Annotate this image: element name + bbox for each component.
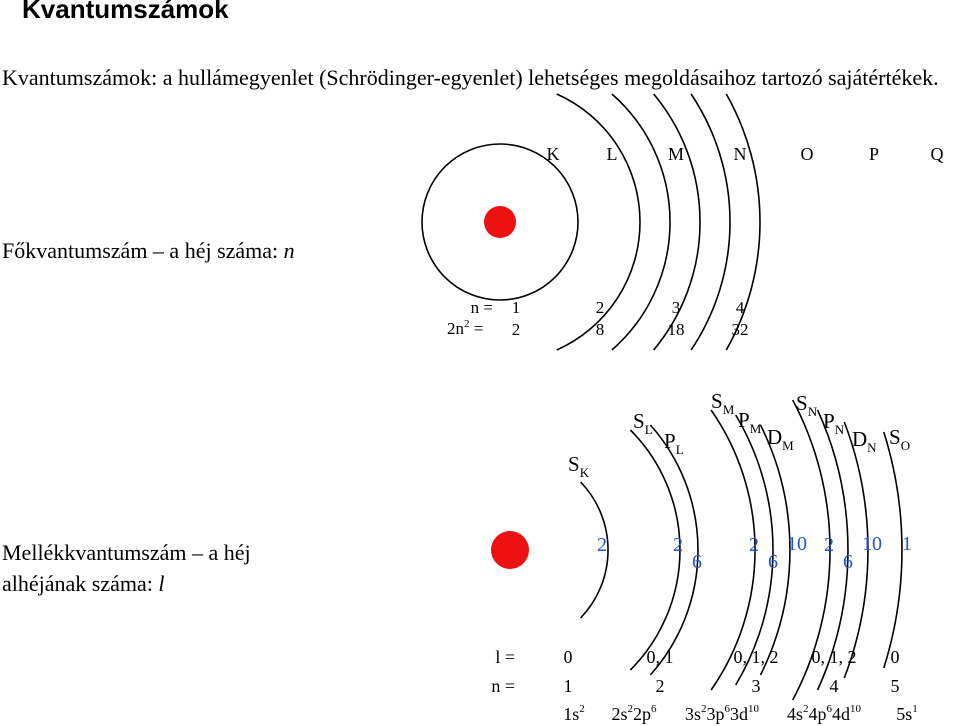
subshell-label-sub: M bbox=[722, 402, 735, 417]
shell-letter-K: K bbox=[546, 144, 560, 164]
azimuthal-label-line2: alhéjának száma: bbox=[2, 571, 159, 596]
capacity-label-exponent: 2 bbox=[464, 318, 470, 330]
subshell-capacity-value: 2 bbox=[749, 534, 759, 556]
subshell-label-sub: M bbox=[749, 421, 762, 436]
shell-n-value: 1 bbox=[511, 298, 521, 317]
subshell-label-main: S bbox=[711, 389, 723, 413]
subshell-n-label: n = bbox=[491, 676, 515, 696]
subshell-l-label: l = bbox=[495, 647, 515, 667]
shell-letter-N: N bbox=[733, 144, 747, 164]
config-orbital: 3s bbox=[684, 704, 702, 724]
principal-symbol: n bbox=[283, 238, 295, 263]
azimuthal-label-line1: Mellékkvantumszám – a héj bbox=[2, 540, 251, 565]
config-electron-count: 6 bbox=[651, 703, 657, 715]
subshell-capacity-value: 1 bbox=[902, 533, 912, 555]
shell-capacity-value: 2 bbox=[511, 320, 521, 339]
config-orbital: 5s bbox=[896, 704, 913, 724]
capacity-label-equals: = bbox=[469, 319, 484, 338]
config-orbital: 4s bbox=[786, 704, 804, 724]
config-orbital: 2s bbox=[611, 704, 628, 724]
shell-n-value: 3 bbox=[671, 298, 681, 317]
shell-capacity-value: 8 bbox=[595, 320, 605, 339]
subshell-label-PL bbox=[664, 429, 684, 457]
shell-letter-O: O bbox=[800, 144, 814, 164]
azimuthal-symbol: l bbox=[158, 571, 165, 596]
subshell-label-sub: L bbox=[644, 422, 653, 437]
electron-configuration bbox=[896, 703, 918, 724]
shell-letter-P: P bbox=[868, 144, 880, 164]
shell-n-value: 2 bbox=[595, 298, 605, 317]
subshell-label-main: D bbox=[767, 425, 783, 449]
subshell-l-value: 0, 1, 2 bbox=[733, 647, 779, 667]
subshell-capacity-value: 6 bbox=[843, 551, 853, 573]
subshell-n-value: 5 bbox=[890, 676, 900, 696]
subshell-capacity-value: 6 bbox=[692, 551, 702, 573]
subshell-label-main: S bbox=[889, 425, 901, 449]
electron-configuration bbox=[563, 703, 585, 724]
subshell-label-PN bbox=[823, 409, 845, 437]
subshell-label-PM bbox=[738, 408, 762, 436]
subshell-l-value: 0, 1, 2 bbox=[811, 647, 857, 667]
config-orbital: 4d bbox=[832, 704, 851, 724]
config-orbital: 3p bbox=[706, 704, 725, 724]
shell-letter-Q: Q bbox=[930, 144, 944, 164]
subshell-capacity-value: 6 bbox=[768, 551, 778, 573]
principal-label-text: Főkvantumszám – a héj száma: bbox=[2, 238, 284, 263]
subshell-label-sub: M bbox=[782, 438, 794, 453]
shell-letter-M: M bbox=[667, 144, 685, 164]
subshell-label-main: S bbox=[796, 391, 808, 415]
subshell-n-value: 4 bbox=[829, 676, 839, 696]
config-electron-count: 2 bbox=[579, 703, 585, 715]
subshell-label-SM bbox=[711, 389, 735, 417]
config-electron-count: 10 bbox=[850, 703, 862, 715]
config-electron-count: 6 bbox=[826, 703, 833, 715]
electron-configuration bbox=[611, 703, 657, 724]
subshell-label-sub: N bbox=[834, 422, 845, 437]
electron-configuration bbox=[685, 703, 760, 724]
subshell-n-value: 2 bbox=[655, 676, 665, 696]
config-orbital: 4p bbox=[808, 704, 827, 724]
subshell-label-main: P bbox=[738, 408, 750, 432]
subshell-label-SN bbox=[796, 391, 818, 419]
subshell-l-value: 0 bbox=[563, 647, 573, 667]
subshell-n-value: 1 bbox=[563, 676, 573, 696]
config-orbital: 1s bbox=[563, 704, 580, 724]
capacity-label-base: 2n bbox=[447, 319, 464, 338]
subshell-arc-6 bbox=[761, 425, 790, 675]
nucleus-2 bbox=[491, 531, 529, 569]
config-orbital: 3d bbox=[730, 704, 749, 724]
config-electron-count: 2 bbox=[803, 703, 809, 715]
subshell-capacity-value: 10 bbox=[787, 533, 807, 555]
shell-n-label: n = bbox=[470, 298, 493, 317]
subshell-label-main: P bbox=[823, 409, 835, 433]
subshell-label-sub: N bbox=[807, 404, 818, 419]
subshell-label-main: D bbox=[852, 427, 868, 451]
config-orbital: 2p bbox=[633, 704, 652, 724]
shell-n-value: 4 bbox=[735, 298, 745, 317]
subshell-capacity-value: 2 bbox=[597, 534, 607, 556]
subshell-l-value: 0, 1 bbox=[646, 647, 674, 667]
subshell-capacity-value: 2 bbox=[824, 534, 834, 556]
config-electron-count: 2 bbox=[627, 703, 634, 715]
subshell-n-value: 3 bbox=[751, 676, 761, 696]
config-electron-count: 6 bbox=[724, 703, 731, 715]
config-electron-count: 2 bbox=[701, 703, 707, 715]
subshell-capacity-value: 2 bbox=[673, 534, 683, 556]
subshell-label-main: S bbox=[633, 409, 645, 433]
subshell-label-SL bbox=[633, 409, 653, 437]
config-electron-count: 1 bbox=[912, 703, 918, 715]
intro-paragraph: Kvantumszámok: a hullámegyenlet (Schrödinger-egyenlet) lehetséges megoldásaihoz tartozó sajátértékek. bbox=[2, 65, 939, 90]
subshell-label-main: S bbox=[568, 452, 580, 476]
subshell-label-DM bbox=[767, 425, 794, 453]
electron-configuration bbox=[787, 703, 862, 724]
shell-letter-L: L bbox=[606, 144, 618, 164]
subshell-label-DN bbox=[852, 427, 877, 455]
subshell-label-sub: L bbox=[675, 442, 684, 457]
subshell-label-SK bbox=[568, 452, 590, 480]
subshell-capacity-value: 10 bbox=[862, 533, 882, 555]
config-electron-count: 10 bbox=[748, 703, 760, 715]
subshell-l-value: 0 bbox=[890, 647, 900, 667]
subshell-label-main: P bbox=[664, 429, 676, 453]
subshell-label-SO bbox=[889, 425, 910, 453]
shell-capacity-value: 18 bbox=[667, 320, 685, 339]
subshell-label-sub: K bbox=[579, 465, 590, 480]
shell-capacity-value: 32 bbox=[731, 320, 749, 339]
subshell-arc-10 bbox=[884, 432, 902, 668]
subshell-label-sub: O bbox=[900, 438, 911, 453]
subshell-label-sub: N bbox=[867, 440, 877, 455]
page-title: Kvantumszámok bbox=[22, 0, 229, 24]
